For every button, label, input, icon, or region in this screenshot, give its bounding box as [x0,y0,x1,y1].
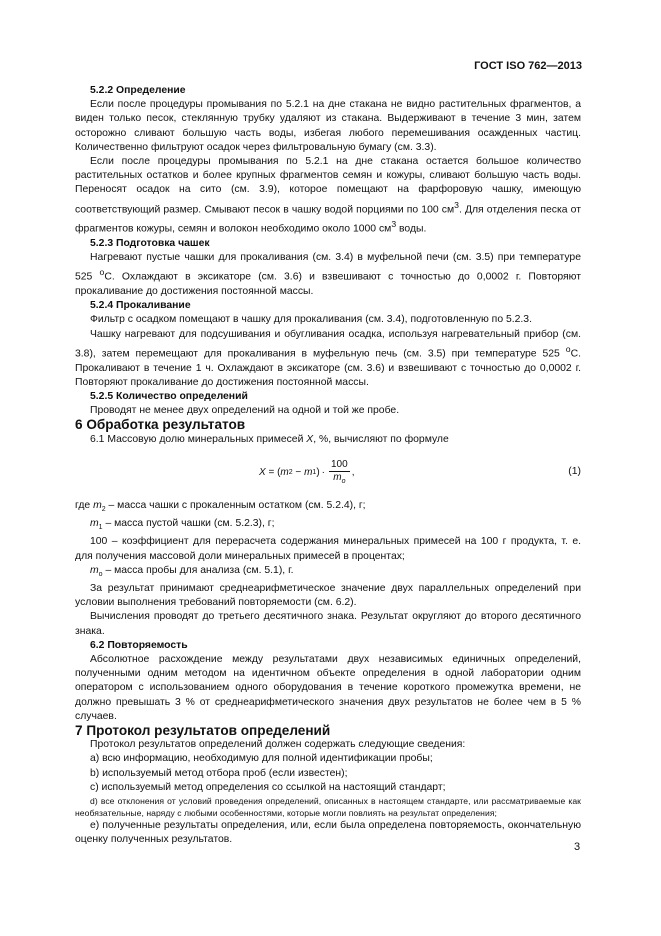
section-6-1-intro [75,433,581,447]
formula-1 [259,459,354,488]
section-5-2-4-para-2 [75,328,581,390]
where-100: 100 – коэффициент для перерасчета содержания минеральных примесей на 100 г продукта, т. е. для получения массовой доли минеральных примесей в процентах; [75,536,581,562]
formula-lhs: X [259,467,266,479]
formula-minus: − [292,467,305,479]
para-text: Нагревают пустые чашки для прокаливания (см. 3.4) в муфельной печи (см. 3.5) при температуре 525 [75,252,581,283]
section-7-title: 7 Протокол результатов определений [75,723,331,739]
section-7-item-a: a) всю информацию, необходимую для полной идентификации пробы; [90,753,433,765]
equation-number: (1) [568,465,581,477]
section-7-intro: Протокол результатов определений должен содержать следующие сведения: [90,739,466,751]
para-text: . Для отделения песка от фрагментов кожуры, семян и волокон необходимо около 1000 см [75,204,581,235]
formula-eq: = ( [265,467,281,479]
fraction-denominator [333,472,345,488]
calc-paragraph: Вычисления проводят до третьего десятичного знака. Результат округляют до второго десятичного знака. [75,611,581,637]
where-text: – масса пустой чашки (см. 5.2.3), г; [102,518,275,530]
denominator-sub: o [341,477,346,485]
page-number: 3 [574,841,581,853]
section-5-2-2-para-2 [75,155,581,237]
para-text: , %, вычисляют по формуле [313,433,449,445]
formula-dot: · [321,467,325,479]
section-7-item-d: d) все отклонения от условий проведения определений, описанных в настоящем стандарте, или рассматриваемые как необязательные, наряду с любыми особенностями, которые могли повлиять на результат определения; [75,796,581,819]
para-text: C. Охлаждают в эксикаторе (см. 3.6) и взвешивают с точностью до 0,0002 г. Повторяют прокаливание до достижения постоянной массы. [75,271,581,298]
where-m2 [75,499,581,517]
fraction-numerator: 100 [331,458,348,470]
superscript: 3 [454,199,459,210]
section-6-2-title: 6.2 Повторяемость [90,639,188,651]
where-text: – масса пробы для анализа (см. 5.1), г. [102,564,294,576]
page-header-standard: ГОСТ ISO 762—2013 [474,60,582,72]
section-7-item-c: c) используемый метод определения со ссылкой на настоящий стандарт; [90,781,446,793]
formula-close: ) [316,467,320,479]
para-text: C. Прокаливают в течение 1 ч. Охлаждают в эксикаторе (см. 3.6) и взвешивают с точностью до 0,0002 г. Повторяют прокаливание до достижения постоянной массы. [75,348,581,388]
where-m0 [75,564,581,582]
where-sym: m [90,518,99,530]
section-5-2-5-para-1: Проводят не менее двух определений на одной и той же пробе. [90,405,400,417]
section-5-2-5-title: 5.2.5 Количество определений [90,390,248,402]
where-sym: m [90,564,99,576]
formula-block [75,455,581,495]
para-text: Если после процедуры промывания по 5.2.1 на дне стакана остается большое количество растительных остатков и более крупных фрагментов семян и кожуры, сливают большую часть воды. Переносят осадок на сито (см. 3.9), которое помещают на фарфоровую чашку, имеющую соответствующий размер. Смывают песок в чашку водой порциями по 100 см [75,156,581,216]
where-sub: o [98,570,103,578]
where-sub: 1 [98,524,103,532]
where-sub: 2 [101,505,106,513]
degree-sign: o [99,267,105,278]
where-text: – масса чашки с прокаленным остатком (см. 5.2.4), г; [105,499,366,511]
where-m1 [75,517,581,535]
document-body [75,84,581,847]
formula-m2: m [280,467,289,479]
section-5-2-2-title: 5.2.2 Определение [90,85,186,96]
section-5-2-3-title: 5.2.3 Подготовка чашек [90,237,210,249]
where-sym: m [93,499,102,511]
para-text: 6.1 Массовую долю минеральных примесей [90,433,307,445]
superscript: 3 [391,219,397,230]
formula-fraction [329,459,350,488]
section-7-item-e: e) полученные результаты определения, или, если была определена повторяемость, окончательную оценку полученных результатов. [75,820,581,846]
formula-m1-sub: 1 [312,469,317,477]
where-lead: где [75,499,94,511]
section-7-item-b: b) используемый метод отбора проб (если известен); [90,767,348,779]
section-6-title: 6 Обработка результатов [75,417,246,433]
section-6-2-para: Абсолютное расхождение между результатами двух независимых единичных определений, полученными одним методом на идентичном объекте определения в одной лаборатории одним оператором с использованием одного оборудования в течение короткого промежутка времени, не должно превышать 3 % от среднеарифметического значения двух результатов не более чем в 5 % случаев. [75,654,581,722]
formula-m1: m [304,467,313,479]
section-5-2-4-para-1: Фильтр с осадком помещают в чашку для прокаливания (см. 3.4), подготовленную по 5.2.3. [90,314,532,326]
formula-m2-sub: 2 [288,469,293,477]
denominator-symbol: m [333,471,342,483]
para-text: Чашку нагревают для подсушивания и обугливания осадка, используя нагревательный прибор (см. 3.8), затем перемещают для прокаливания в муфельную печь (см. 3.5) при температуре 525 [75,328,581,360]
degree-sign: o [565,343,571,354]
section-5-2-4-title: 5.2.4 Прокаливание [90,300,191,312]
variable-x: X [306,433,314,445]
result-paragraph: За результат принимают среднеарифметическое значение двух параллельных определений при условии выполнения требований повторяемости (см. 6.2). [75,583,581,609]
formula-comma: , [351,467,355,479]
section-5-2-2-para-1: Если после процедуры промывания по 5.2.1 на дне стакана не видно растительных фрагментов, а виден только песок, стеклянную трубку удаляют из стакана. Выдерживают в течение 3 мин, затем осторожно сливают большую часть воды, избегая любого перемешивания осажденных частиц. Количественно фильтруют осадок через фильтровальную бумагу (см. 3.3). [75,99,581,153]
section-5-2-3-para-1 [75,251,581,299]
para-text: воды. [396,223,427,235]
